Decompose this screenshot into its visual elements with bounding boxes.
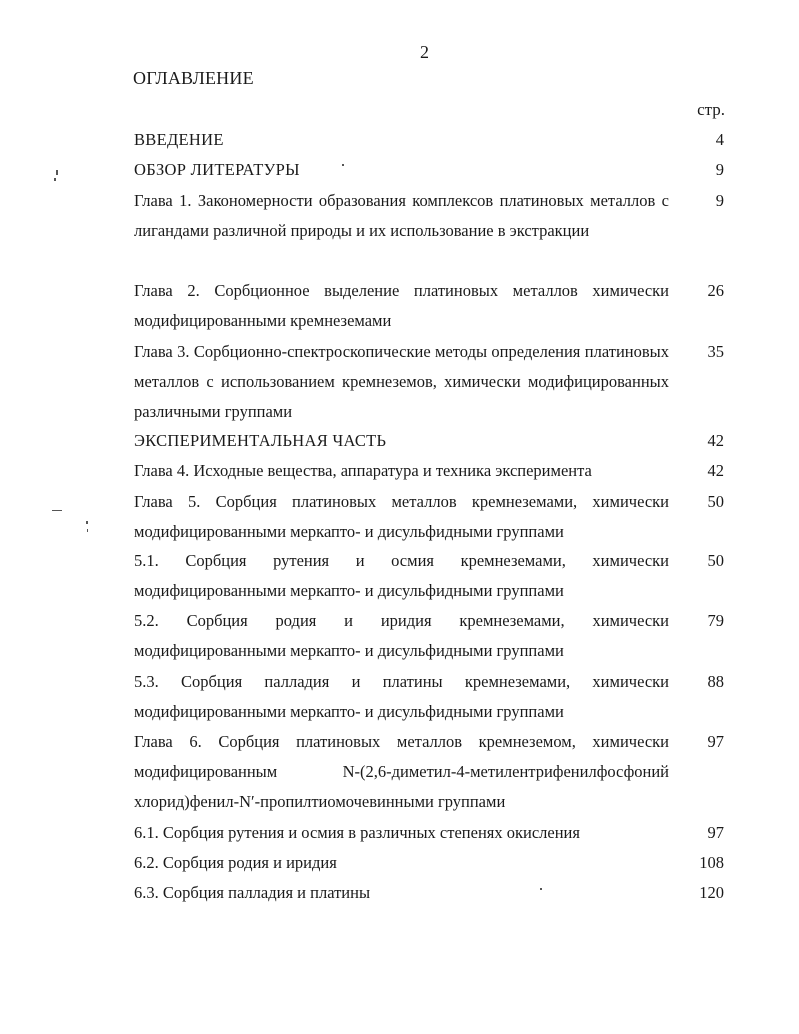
toc-entry-text: 5.2. Сорбция родия и иридия кремнеземами, химически модифицированными меркапто- и дисульфидными группами: [134, 611, 669, 660]
toc-entry-section-5-1[interactable]: [134, 546, 724, 606]
toc-entry-text: Глава 3. Сорбционно-спектроскопические методы определения платиновых металлов с использованием кремнеземов, химически модифицированных различными группами: [134, 342, 669, 421]
toc-entry-text: 6.3. Сорбция палладия и платины: [134, 883, 371, 902]
toc-entry-page: 42: [707, 461, 724, 480]
toc-entry-page: 108: [699, 853, 724, 872]
toc-entry-section-6-1[interactable]: [134, 818, 724, 848]
scan-speck: [86, 521, 88, 524]
toc-entry-section-5-3[interactable]: [134, 667, 724, 727]
scan-speck: [87, 529, 88, 532]
toc-entry-text: 5.1. Сорбция рутения и осмия кремнеземами, химически модифицированными меркапто- и дисульфидными группами: [134, 551, 669, 600]
page-number: 2: [420, 42, 429, 62]
toc-entry-chapter-2[interactable]: [134, 276, 724, 336]
toc-entry-experimental-part[interactable]: [134, 426, 724, 456]
toc-entry-page: 9: [715, 191, 724, 210]
toc-entry-introduction[interactable]: [134, 125, 724, 155]
toc-entry-page: 26: [707, 281, 724, 300]
toc-entry-section-6-3[interactable]: [134, 878, 724, 908]
toc-entry-text: Глава 6. Сорбция платиновых металлов кремнеземом, химически модифицированным N-(2,6-диметил-4-метилентрифенилфосфоний хлорид)фенил-N′-пропилтиомочевинными группами: [134, 732, 669, 811]
scan-speck: [540, 888, 542, 890]
toc-entry-text: 5.3. Сорбция палладия и платины кремнеземами, химически модифицированными меркапто- и дисульфидными группами: [134, 672, 669, 721]
toc-title: ОГЛАВЛЕНИЕ: [133, 68, 254, 88]
toc-entry-page: 97: [707, 732, 724, 751]
toc-entry-text: ОБЗОР ЛИТЕРАТУРЫ: [134, 160, 300, 179]
toc-entry-text: Глава 5. Сорбция платиновых металлов кремнеземами, химически модифицированными меркапто- и дисульфидными группами: [134, 492, 669, 541]
toc-entry-chapter-4[interactable]: [134, 456, 724, 486]
toc-entry-page: 79: [707, 611, 724, 630]
toc-entry-page: 42: [707, 431, 724, 450]
toc-entry-chapter-1[interactable]: [134, 186, 724, 246]
scan-speck: [52, 510, 62, 511]
toc-entry-text: Глава 2. Сорбционное выделение платиновых металлов химически модифицированными кремнеземами: [134, 281, 669, 330]
toc-entry-literature-review[interactable]: [134, 155, 724, 185]
toc-entry-page: 35: [707, 342, 724, 361]
toc-entry-page: 9: [715, 160, 724, 179]
toc-entry-text: ВВЕДЕНИЕ: [134, 130, 224, 149]
toc-entry-text: 6.1. Сорбция рутения и осмия в различных степенях окисления: [134, 823, 580, 842]
toc-entry-chapter-5[interactable]: [134, 487, 724, 547]
scan-speck: [56, 170, 58, 175]
toc-entry-page: 120: [699, 883, 724, 902]
scan-speck: [54, 178, 56, 181]
toc-entry-text: ЭКСПЕРИМЕНТАЛЬНАЯ ЧАСТЬ: [134, 431, 387, 450]
toc-entry-chapter-3[interactable]: [134, 337, 724, 427]
toc-entry-text: 6.2. Сорбция родия и иридия: [134, 853, 337, 872]
scan-speck: [342, 164, 344, 166]
toc-entry-section-5-2[interactable]: [134, 606, 724, 666]
toc-entry-page: 88: [707, 672, 724, 691]
toc-entry-page: 50: [707, 492, 724, 511]
toc-entry-text: Глава 4. Исходные вещества, аппаратура и техника эксперимента: [134, 461, 592, 480]
toc-entry-text: Глава 1. Закономерности образования комплексов платиновых металлов с лигандами различной природы и их использование в экстракции: [134, 191, 669, 240]
toc-entry-page: 97: [707, 823, 724, 842]
toc-entry-section-6-2[interactable]: [134, 848, 724, 878]
pages-column-heading: стр.: [697, 100, 725, 119]
toc-entry-chapter-6[interactable]: [134, 727, 724, 817]
toc-entry-page: 50: [707, 551, 724, 570]
toc-entry-page: 4: [715, 130, 724, 149]
